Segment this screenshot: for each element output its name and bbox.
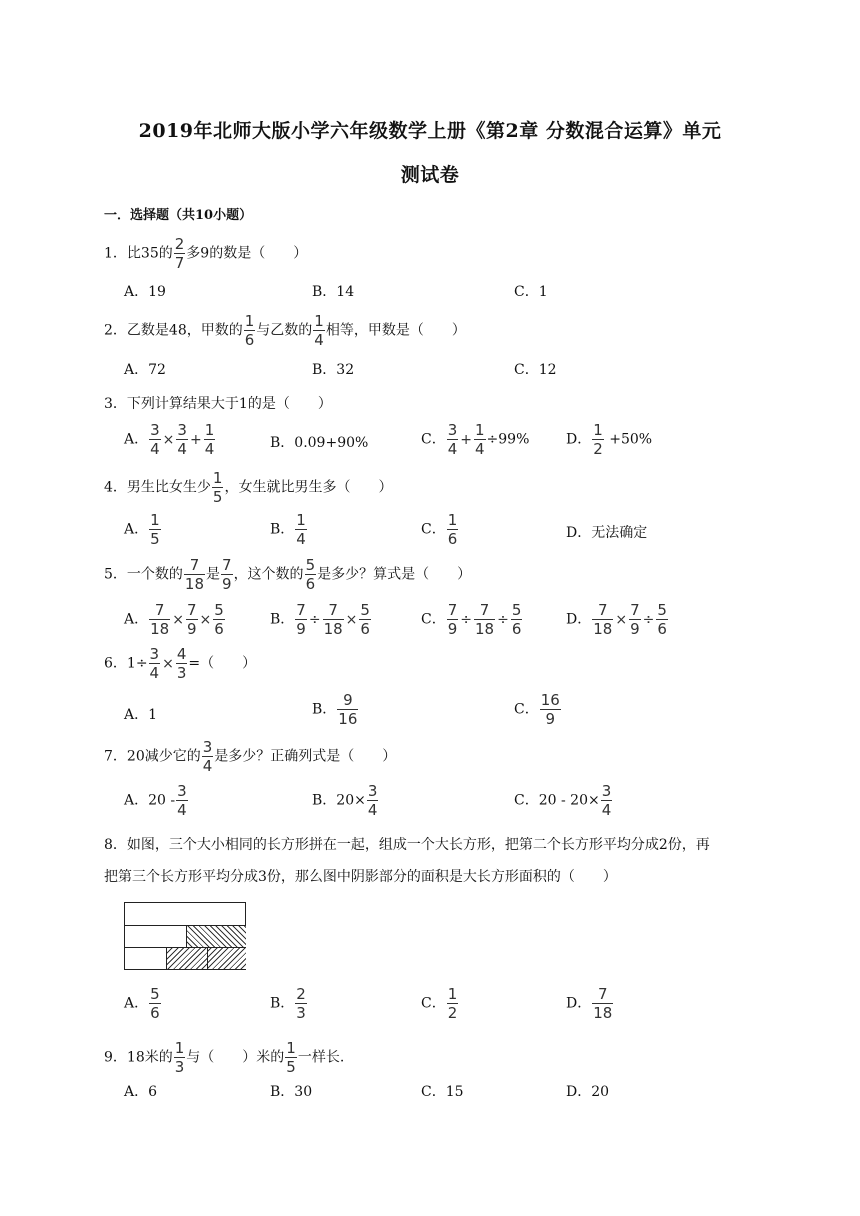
q3-option-b[interactable]: B．0.09+90% (270, 435, 369, 451)
q3-option-d[interactable]: D． $\frac{1}{2}$ +50% (566, 421, 653, 458)
q4-option-c[interactable]: C． $\frac{1}{6}$ (421, 511, 458, 548)
q5-option-d[interactable]: D． $\frac{7}{18}$ × $\frac{7}{9}$ ÷ $\frac{5}{6}$ (566, 601, 667, 638)
q6-option-c[interactable]: C． $\frac{16}{9}$ (514, 691, 560, 728)
question-8-line2: 把第三个长方形平均分成3份，那么图中阴影部分的面积是大长方形面积的（ ） (104, 869, 617, 885)
q1-option-c[interactable]: C．1 (514, 284, 548, 300)
q5-option-a[interactable]: A． $\frac{7}{18}$ × $\frac{7}{9}$ × $\frac{5}{6}$ (124, 601, 224, 638)
q1-option-a[interactable]: A．19 (124, 284, 166, 300)
q6-option-a[interactable]: A．1 (124, 707, 158, 723)
q5-option-c[interactable]: C． $\frac{7}{9}$ ÷ $\frac{7}{18}$ ÷ $\frac{5}{6}$ (421, 601, 522, 638)
doc-title-line2: 测试卷 (400, 164, 460, 186)
q4-option-d[interactable]: D．无法确定 (566, 525, 648, 541)
shaded-half (186, 926, 246, 947)
q8-option-c[interactable]: C． $\frac{1}{2}$ (421, 985, 458, 1022)
q7-option-a[interactable]: A．20 - $\frac{3}{4}$ (124, 782, 187, 819)
question-9: 9．18米的 $\frac{1}{3}$ 与（ ）米的 $\frac{1}{5}$ 一样长. (104, 1039, 345, 1076)
q9-option-c[interactable]: C．15 (421, 1084, 464, 1100)
q9-option-a[interactable]: A．6 (124, 1084, 158, 1100)
q2-option-c[interactable]: C．12 (514, 362, 557, 378)
q3-option-c[interactable]: C． $\frac{3}{4}$ + $\frac{1}{4}$ ÷99% (421, 421, 530, 458)
doc-title-line1: 2019年北师大版小学六年级数学上册《第2章 分数混合运算》单元 (138, 120, 722, 142)
q6-option-b[interactable]: B． $\frac{9}{16}$ (312, 691, 358, 728)
q8-option-d[interactable]: D． $\frac{7}{18}$ (566, 985, 613, 1022)
question-8-line1: 8．如图，三个大小相同的长方形拼在一起，组成一个大长方形，把第二个长方形平均分成2份，再 (104, 837, 710, 853)
q2-fraction-2: $\frac{1}{4}$ (314, 312, 324, 349)
q2-option-a[interactable]: A．72 (124, 362, 166, 378)
q7-option-c[interactable]: C．20 - 20× $\frac{3}{4}$ (514, 782, 612, 819)
section-heading: 一．选择题（共10小题） (104, 208, 253, 223)
shaded-third-1 (166, 948, 207, 969)
question-1 (104, 236, 307, 271)
q1-text-pre: 1．比35的 (104, 245, 173, 262)
question-2: 2．乙数是48，甲数的 $\frac{1}{6}$ 与乙数的 $\frac{1}{4}$ 相等，甲数是（ ） (104, 312, 466, 349)
q8-rectangle-figure (124, 902, 246, 970)
q1-text-post: 多9的数是（ ） (186, 245, 308, 262)
question-4: 4．男生比女生少 $\frac{1}{5}$ ，女生就比男生多（ ） (104, 469, 393, 506)
q2-option-b[interactable]: B．32 (312, 362, 355, 378)
q2-fraction-1: $\frac{1}{6}$ (244, 312, 255, 349)
q8-option-b[interactable]: B． $\frac{2}{3}$ (270, 985, 306, 1022)
q4-option-a[interactable]: A． $\frac{1}{5}$ (124, 511, 160, 548)
q1-fraction: $\frac{2}{7}$ (174, 235, 185, 272)
question-3: 3．下列计算结果大于1的是（ ） (104, 396, 332, 412)
q4-option-b[interactable]: B． $\frac{1}{4}$ (270, 511, 306, 548)
question-5: 5．一个数的 $\frac{7}{18}$ 是 $\frac{7}{9}$ ，这个数的 $\frac{5}{6}$ 是多少？算式是（ ） (104, 556, 472, 593)
q9-option-d[interactable]: D．20 (566, 1084, 610, 1100)
q3-option-a[interactable]: A． $\frac{3}{4}$ × $\frac{3}{4}$ + $\frac{1}{4}$ (124, 421, 215, 458)
q9-option-b[interactable]: B．30 (270, 1084, 313, 1100)
question-7: 7．20减少它的 $\frac{3}{4}$ 是多少？正确列式是（ ） (104, 738, 397, 775)
q8-option-a[interactable]: A． $\frac{5}{6}$ (124, 985, 160, 1022)
question-6: 6．1÷ $\frac{3}{4}$ × $\frac{4}{3}$ =（ ） (104, 645, 257, 682)
q7-option-b[interactable]: B．20× $\frac{3}{4}$ (312, 782, 378, 819)
q5-option-b[interactable]: B． $\frac{7}{9}$ ÷ $\frac{7}{18}$ × $\frac{5}{6}$ (270, 601, 370, 638)
shaded-third-2 (207, 948, 246, 969)
q1-option-b[interactable]: B．14 (312, 284, 355, 300)
